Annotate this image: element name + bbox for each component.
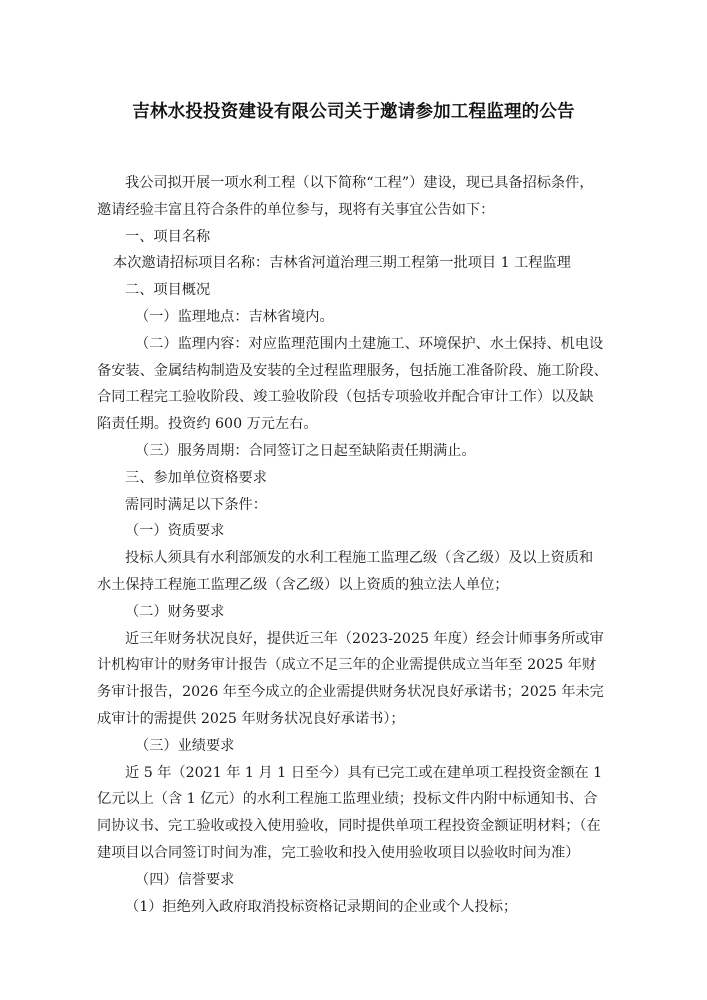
qualification-3-line-2: 亿元以上（含 1 亿元）的水利工程施工监理业绩；投标文件内附中标通知书、合 bbox=[97, 791, 598, 808]
section-2-item-3: （三）服务周期：合同签订之日起至缺陷责任期满止。 bbox=[135, 442, 476, 459]
section-2-item-2-line-2: 备安装、金属结构制造及安装的全过程监理服务，包括施工准备阶段、施工阶段、 bbox=[97, 362, 608, 379]
qualification-2-line-4: 成审计的需提供 2025 年财务状况良好承诺书）； bbox=[97, 710, 405, 727]
qualification-2-line-1: 近三年财务状况良好，提供近三年（2023-2025 年度）经会计师事务所或审 bbox=[125, 630, 604, 647]
qualification-4-item-1: （1）拒绝列入政府取消投标资格记录期间的企业或个人投标； bbox=[125, 898, 518, 915]
qualification-3-line-3: 同协议书、完工验收或投入使用验收，同时提供单项工程投资金额证明材料；（在 bbox=[97, 818, 601, 835]
intro-line-1: 我公司拟开展一项水利工程（以下简称“工程”）建设，现已具备招标条件， bbox=[125, 175, 594, 191]
qualification-3-line-1: 近 5 年（2021 年 1 月 1 日至今）具有已完工或在建单项工程投资金额在 1 bbox=[125, 764, 603, 781]
qualification-1-line-1: 投标人须具有水利部颁发的水利工程施工监理乙级（含乙级）及以上资质和 bbox=[125, 550, 594, 567]
qualification-1-line-2: 水土保持工程施工监理乙级（含乙级）以上资质的独立法人单位； bbox=[97, 576, 509, 593]
intro-line-2: 邀请经验丰富且符合条件的单位参与，现将有关事宜公告如下： bbox=[97, 201, 495, 218]
section-2-item-2-line-4: 陷责任期。投资约 600 万元左右。 bbox=[97, 416, 318, 433]
qualification-2-heading: （二）财务要求 bbox=[125, 603, 225, 620]
section-2-heading: 二、项目概况 bbox=[125, 282, 211, 299]
section-1-text: 本次邀请招标项目名称：吉林省河道治理三期工程第一批项目 1 工程监理 bbox=[113, 255, 571, 272]
section-2-item-2-line-3: 合同工程完工验收阶段、竣工验收阶段（包括专项验收并配合审计工作）以及缺 bbox=[97, 389, 594, 406]
section-3-intro: 需同时满足以下条件： bbox=[125, 496, 267, 513]
qualification-1-heading: （一）资质要求 bbox=[125, 523, 225, 540]
qualification-4-heading: （四）信誉要求 bbox=[135, 871, 235, 888]
section-3-heading: 三、参加单位资格要求 bbox=[125, 469, 267, 486]
qualification-2-line-2: 计机构审计的财务审计报告（成立不足三年的企业需提供成立当年至 2025 年财 bbox=[97, 657, 597, 674]
section-1-heading: 一、项目名称 bbox=[125, 228, 211, 245]
section-2-item-2-line-1: （二）监理内容：对应监理范围内土建施工、环境保护、水土保持、机电设 bbox=[135, 335, 604, 352]
section-2-item-1: （一）监理地点：吉林省境内。 bbox=[135, 308, 334, 325]
qualification-3-line-4: 建项目以合同签订时间为准，完工验收和投入使用验收项目以验收时间为准） bbox=[97, 844, 580, 861]
page-title: 吉林水投投资建设有限公司关于邀请参加工程监理的公告 bbox=[132, 102, 575, 122]
qualification-3-heading: （三）业绩要求 bbox=[135, 737, 235, 754]
qualification-2-line-3: 务审计报告，2026 年至今成立的企业需提供财务状况良好承诺书；2025 年未完 bbox=[97, 684, 604, 701]
document-body bbox=[97, 170, 608, 920]
